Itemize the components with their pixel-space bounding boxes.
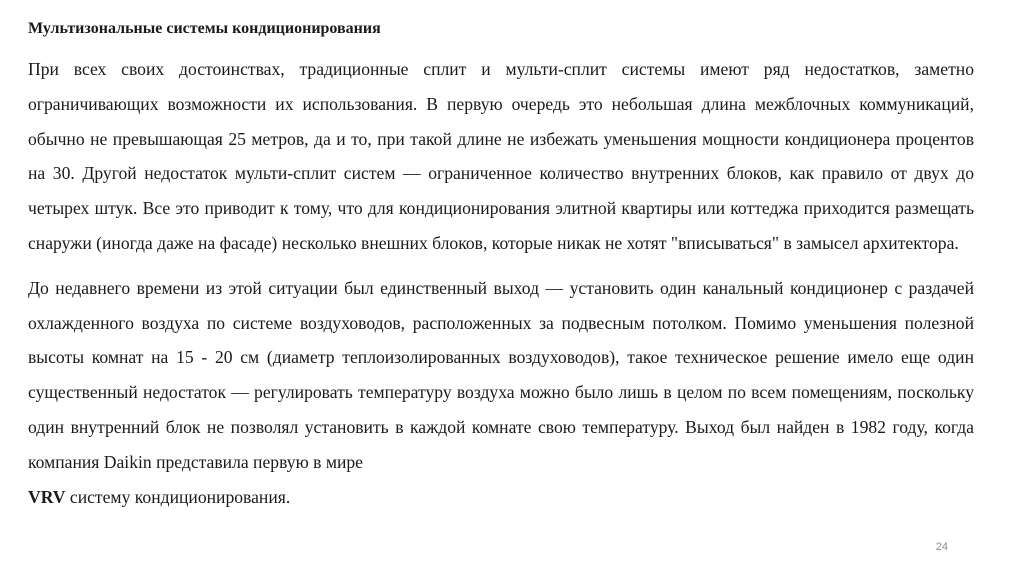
paragraph-1: При всех своих достоинствах, традиционные сплит и мульти-сплит системы имеют ряд недостатков, заметно ограничивающих возможности их использования. В первую очередь это небольшая длина межблочных коммуникаций, обычно не превышающая 25 метров, да и то, при такой длине не избежать уменьшения мощности кондиционера процентов на 30. Другой недостаток мульти-сплит систем — ограниченное количество внутренних блоков, как правило от двух до четырех штук. Все это приводит к тому, что для кондиционирования элитной квартиры или коттеджа приходится размещать снаружи (иногда даже на фасаде) несколько внешних блоков, которые никак не хотят "вписываться" в замысел архитектора. [28, 59, 974, 253]
paragraph-2 [28, 271, 974, 515]
slide-content [28, 16, 974, 524]
paragraph-2-text: До недавнего времени из этой ситуации был единственный выход — установить один канальный кондиционер с раздачей охлажденного воздуха по системе воздуховодов, расположенных за подвесным потолком. Помимо уменьшения полезной высоты комнат на 15 - 20 см (диаметр теплоизолированных воздуховодов), такое техническое решение имело еще один существенный недостаток — регулировать температуру воздуха можно было лишь в целом по всем помещениям, поскольку один внутренний блок не позволял установить в каждой комнате свою температуру. Выход был найден в 1982 году, когда компания Daikin представила первую в мире [28, 277, 974, 472]
vrv-term: VRV [28, 486, 66, 507]
slide-title: Мультизональные системы кондиционирования [28, 20, 381, 37]
paragraph-2-end: систему кондиционирования. [65, 486, 291, 507]
page-number: 24 [935, 541, 948, 553]
